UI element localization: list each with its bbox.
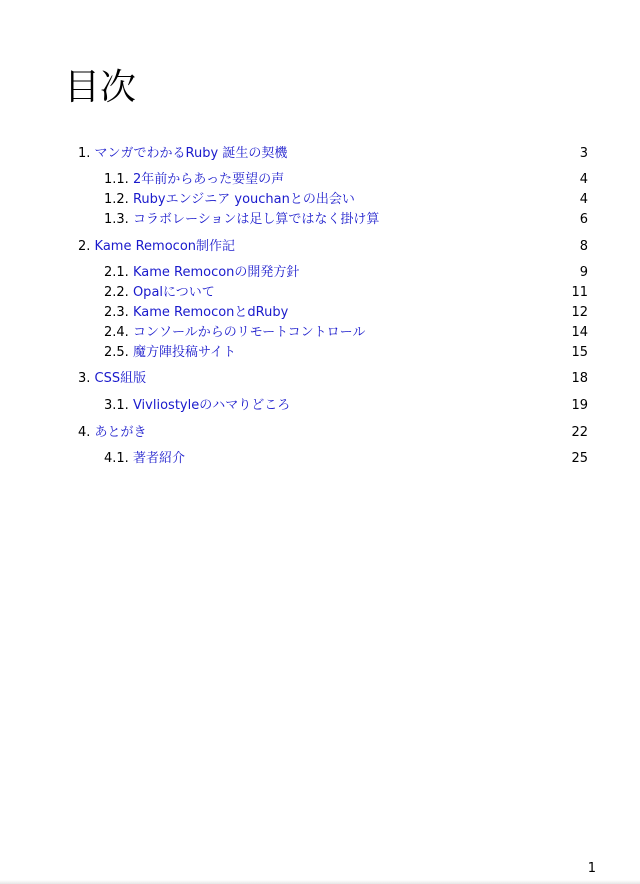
toc-entry-label: Kame RemoconとdRuby <box>132 305 289 320</box>
toc-entry-number: 2.2. <box>104 285 133 300</box>
toc-entry-label: CSS組版 <box>94 371 147 386</box>
toc-entry-label: Kame Remocon制作記 <box>94 239 236 254</box>
toc-entry-3[interactable] <box>78 369 146 389</box>
toc-entry-page: 3 <box>579 146 588 161</box>
toc-entry-label: Vivliostyleのハマりどころ <box>132 398 291 413</box>
toc-entry-page: 19 <box>571 398 588 413</box>
toc-entry-label: あとがき <box>94 425 147 440</box>
toc-entry-label: マンガでわかるRuby 誕生の契機 <box>94 146 288 161</box>
toc-entry-2-4[interactable] <box>104 323 365 343</box>
toc-entry-number: 2.3. <box>104 305 133 320</box>
toc-entry-page: 8 <box>579 239 588 254</box>
toc-entry-page: 4 <box>579 192 588 207</box>
toc-title: 目次 <box>64 67 137 108</box>
toc-entry-number: 2.1. <box>104 265 133 280</box>
toc-entry-page: 6 <box>579 212 588 227</box>
toc-entry-page: 22 <box>571 425 588 440</box>
toc-entry-label: Kame Remoconの開発方針 <box>132 265 300 280</box>
toc-entry-1-3[interactable] <box>104 210 379 230</box>
toc-entry-number: 4. <box>78 425 95 440</box>
toc-entry-number: 1. <box>78 146 95 161</box>
toc-entry-page: 14 <box>571 325 588 340</box>
toc-entry-number: 1.3. <box>104 212 133 227</box>
toc-entry-label: 著者紹介 <box>132 451 185 466</box>
toc-entry-number: 2. <box>78 239 95 254</box>
toc-entry-page: 4 <box>579 172 588 187</box>
toc-entry-2[interactable] <box>78 237 235 257</box>
toc-entry-page: 9 <box>579 265 588 280</box>
toc-entry-page: 25 <box>571 451 588 466</box>
toc-entry-4[interactable] <box>78 423 147 443</box>
toc-entry-page: 15 <box>571 345 588 360</box>
toc-entry-label: コンソールからのリモートコントロール <box>132 325 366 340</box>
toc-entry-1-2[interactable] <box>104 190 355 210</box>
toc-entry-2-3[interactable] <box>104 303 288 323</box>
toc-entry-number: 1.1. <box>104 172 133 187</box>
toc-entry-2-2[interactable] <box>104 283 215 303</box>
toc-entry-number: 2.4. <box>104 325 133 340</box>
toc-entry-number: 2.5. <box>104 345 133 360</box>
toc-entry-1[interactable] <box>78 144 287 164</box>
toc-entry-2-1[interactable] <box>104 263 299 283</box>
toc-entry-number: 1.2. <box>104 192 133 207</box>
toc-entry-label: Opalについて <box>132 285 215 300</box>
page-number: 1 <box>587 861 596 876</box>
toc-entry-4-1[interactable] <box>104 449 185 469</box>
toc-entry-page: 18 <box>571 371 588 386</box>
toc-entry-number: 4.1. <box>104 451 133 466</box>
toc-entry-1-1[interactable] <box>104 170 284 190</box>
toc-entry-page: 11 <box>571 285 588 300</box>
toc-entry-3-1[interactable] <box>104 396 290 416</box>
toc-entry-number: 3. <box>78 371 95 386</box>
toc-entry-label: 2年前からあった要望の声 <box>132 172 285 187</box>
toc-entry-label: コラボレーションは足し算ではなく掛け算 <box>132 212 380 227</box>
toc-entry-label: Rubyエンジニア youchanとの出会い <box>132 192 355 207</box>
toc-entry-label: 魔方陣投稿サイト <box>132 345 237 360</box>
toc-entry-2-5[interactable] <box>104 343 236 363</box>
toc-entry-page: 12 <box>571 305 588 320</box>
page-bottom-edge <box>0 880 640 884</box>
toc-entry-number: 3.1. <box>104 398 133 413</box>
